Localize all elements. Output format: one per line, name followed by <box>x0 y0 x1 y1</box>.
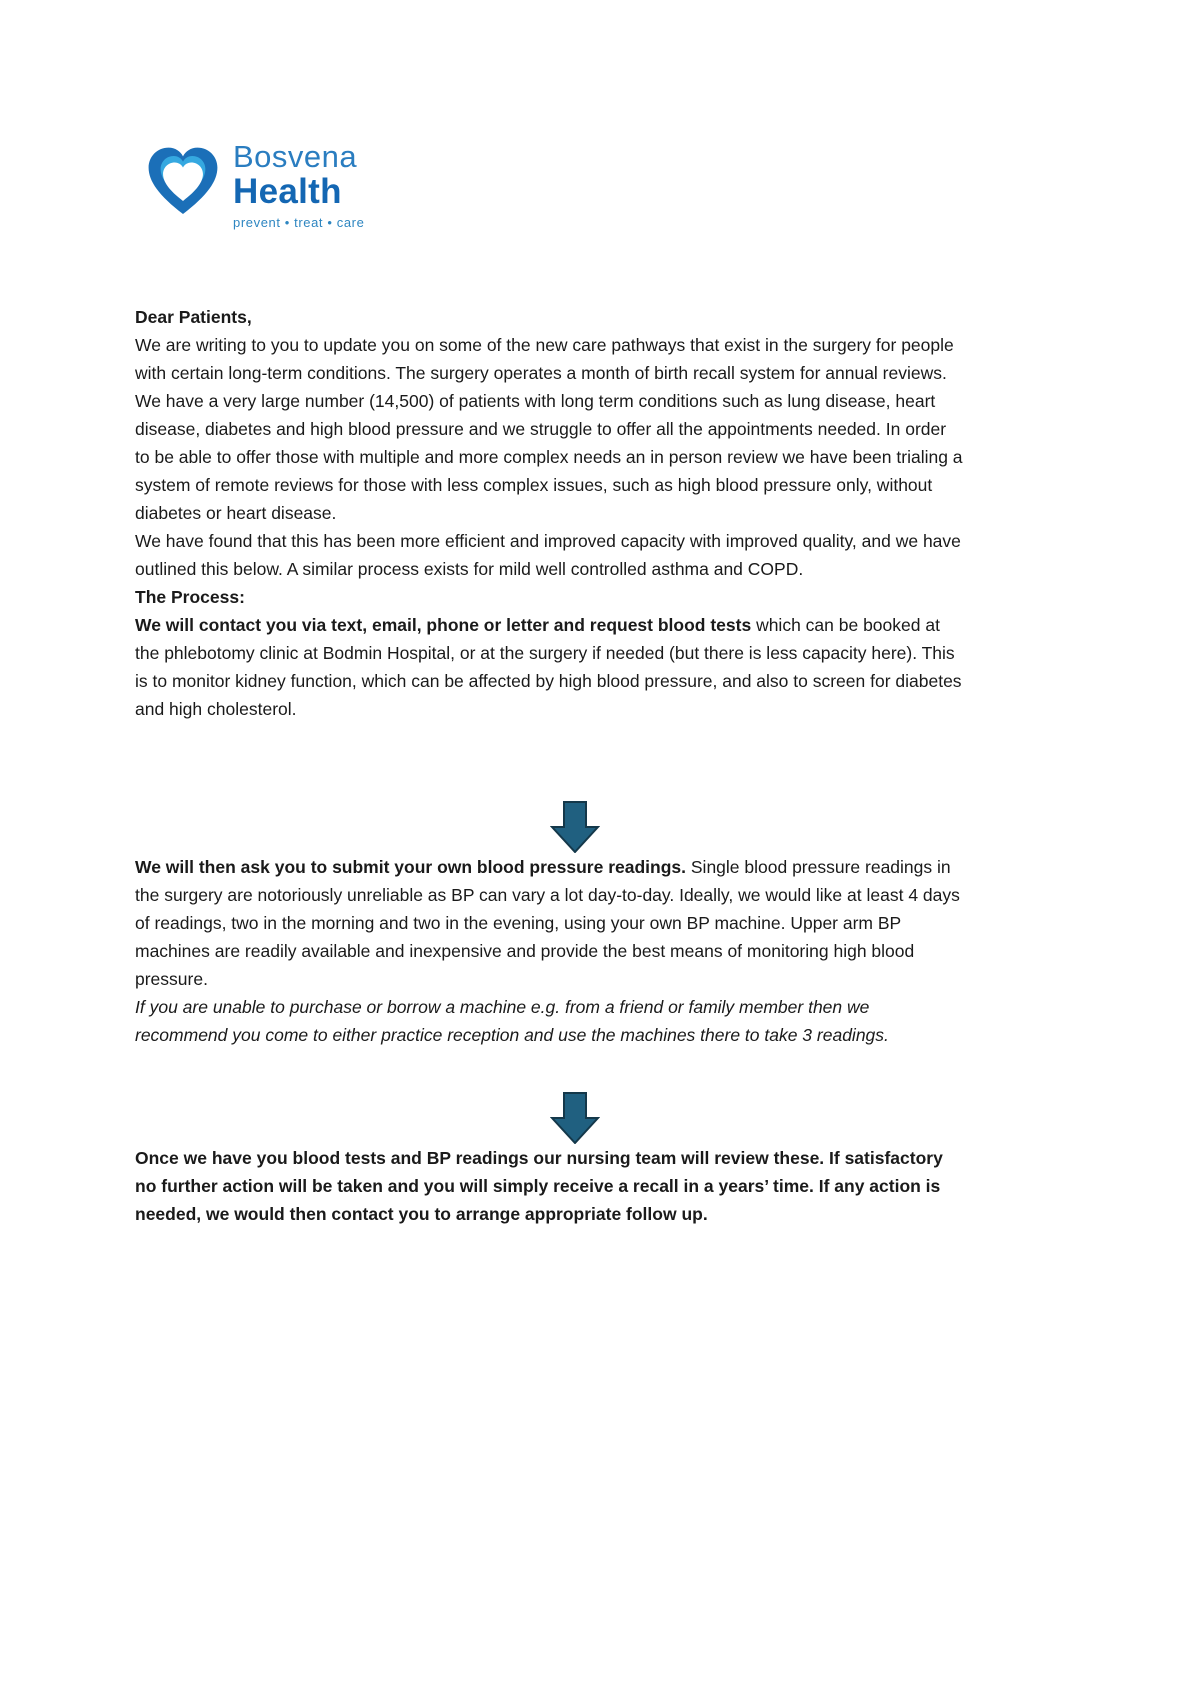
paragraph-machine-note: If you are unable to purchase or borrow a machine e.g. from a friend or family member then we recommend you come to either practice reception and use the machines there to take 3 readings. <box>135 997 889 1045</box>
flow-arrow-row-1 <box>135 801 965 853</box>
step1-body-text: which can be booked at the phlebotomy clinic at Bodmin Hospital, or at the surgery if needed (but there is less capacity here). This is to monitor kidney function, which can be affected by high blood pressure, and also to screen for diabetes and high cholesterol. <box>135 615 962 719</box>
logo-name-bosvena: Bosvena <box>233 139 358 174</box>
down-arrow-shape <box>552 1093 598 1143</box>
logo-name-health: Health <box>233 172 342 211</box>
step2-bold-lead: We will then ask you to submit your own blood pressure readings. <box>135 857 687 877</box>
logo-tagline: prevent • treat • care <box>233 215 365 230</box>
step1-bold-lead: We will contact you via text, email, phone or letter and request blood tests <box>135 615 752 635</box>
paragraph-review-outcome: Once we have you blood tests and BP readings our nursing team will review these. If satisfactory no further action will be taken and you will simply receive a recall in a years’ time. If any action is needed, we would then contact you to arrange appropriate follow up. <box>135 1148 943 1224</box>
salutation: Dear Patients, <box>135 307 252 327</box>
paragraph-capacity: We have found that this has been more efficient and improved capacity with improved quality, and we have outlined this below. A similar process exists for mild well controlled asthma and COPD. <box>135 531 961 579</box>
paragraph-intro: We are writing to you to update you on some of the new care pathways that exist in the surgery for people with certain long-term conditions. The surgery operates a month of birth recall system for annual reviews. We have a very large number (14,500) of patients with long term conditions such as lung disease, heart disease, diabetes and high blood pressure and we struggle to offer all the appointments needed. In order to be able to offer those with multiple and more complex needs an in person review we have been trialing a system of remote reviews for those with less complex issues, such as high blood pressure only, without diabetes or heart disease. <box>135 335 963 523</box>
heart-logo-icon <box>143 141 223 223</box>
process-heading: The Process: <box>135 587 245 607</box>
paragraph-step1 <box>135 611 965 723</box>
down-arrow-shape <box>552 802 598 852</box>
step2-body-text: Single blood pressure readings in the surgery are notoriously unreliable as BP can vary a lot day-to-day. Ideally, we would like at least 4 days of readings, two in the morning and two in the evening, using your own BP machine. Upper arm BP machines are readily available and inexpensive and provide the best means of monitoring high blood pressure. <box>135 857 960 989</box>
bosvena-health-logo <box>143 0 965 229</box>
flow-arrow-row-2 <box>135 1092 965 1144</box>
down-arrow-icon <box>550 1092 600 1144</box>
logo-text <box>233 141 364 229</box>
down-arrow-icon <box>550 801 600 853</box>
paragraph-step2 <box>135 853 965 993</box>
